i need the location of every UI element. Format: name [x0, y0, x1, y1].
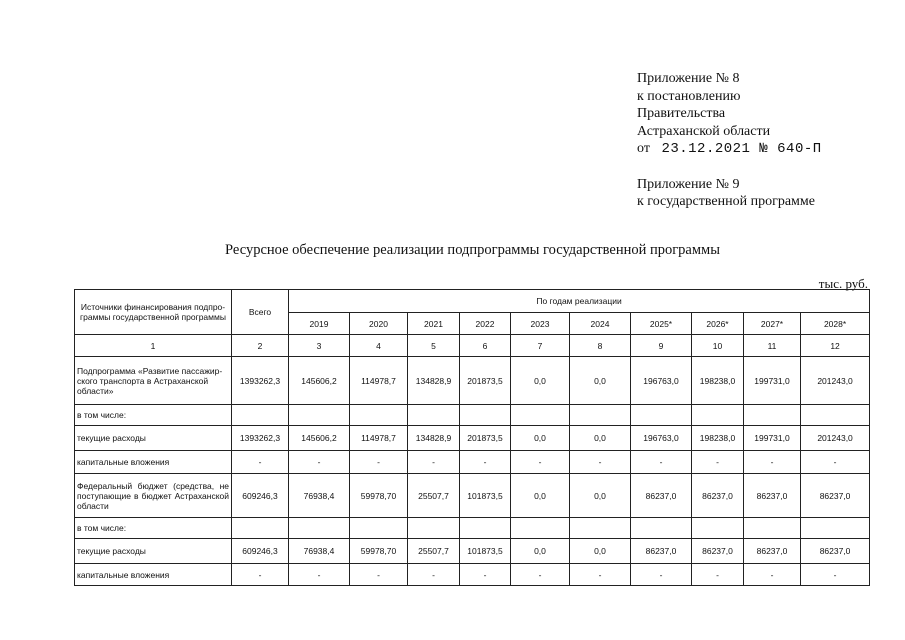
cell-value: -	[801, 451, 870, 474]
cell-value: -	[408, 451, 460, 474]
column-index: 4	[350, 335, 408, 357]
cell-value: 114978,7	[350, 426, 408, 451]
cell-value	[631, 518, 692, 539]
cell-value	[511, 405, 570, 426]
cell-value	[631, 405, 692, 426]
appendix-header	[637, 70, 822, 211]
column-index: 10	[692, 335, 744, 357]
cell-value: -	[692, 451, 744, 474]
header-year: 2022	[460, 313, 511, 335]
row-label: капитальные вложения	[75, 451, 232, 474]
row-label: текущие расходы	[75, 539, 232, 564]
appendix-line-2: к постановлению	[637, 88, 741, 104]
cell-value: 198238,0	[692, 357, 744, 405]
cell-value: -	[570, 564, 631, 586]
cell-value: 101873,5	[460, 474, 511, 518]
cell-value: 0,0	[511, 426, 570, 451]
cell-value: -	[744, 564, 801, 586]
cell-value: 76938,4	[289, 474, 350, 518]
cell-value: -	[460, 564, 511, 586]
header-year: 2020	[350, 313, 408, 335]
cell-value: 86237,0	[631, 474, 692, 518]
header-source: Источники финансирования подпрограммы государственной программы	[75, 290, 232, 335]
column-index: 1	[75, 335, 232, 357]
row-label: Федеральный бюджет (средства, не поступающие в бюджет Астраханской области	[75, 474, 232, 518]
cell-value: 86237,0	[692, 474, 744, 518]
column-index: 3	[289, 335, 350, 357]
cell-value: -	[631, 451, 692, 474]
header-year: 2019	[289, 313, 350, 335]
appendix-from-prefix: от	[637, 141, 650, 156]
row-label: капитальные вложения	[75, 564, 232, 586]
cell-value: 201243,0	[801, 357, 870, 405]
cell-value: 199731,0	[744, 426, 801, 451]
cell-value: -	[460, 451, 511, 474]
appendix-line-4: Астраханской области	[637, 123, 771, 139]
cell-value	[511, 518, 570, 539]
cell-total: -	[232, 564, 289, 586]
appendix-line-6: Приложение № 9	[637, 176, 740, 192]
cell-value: 101873,5	[460, 539, 511, 564]
header-year: 2021	[408, 313, 460, 335]
header-year: 2026*	[692, 313, 744, 335]
cell-value: 0,0	[511, 539, 570, 564]
cell-total: 609246,3	[232, 539, 289, 564]
cell-value	[460, 518, 511, 539]
cell-value: 145606,2	[289, 357, 350, 405]
column-index: 7	[511, 335, 570, 357]
cell-value: -	[570, 451, 631, 474]
cell-value: 86237,0	[692, 539, 744, 564]
units-label: тыс. руб.	[818, 276, 868, 291]
cell-value	[692, 518, 744, 539]
cell-value: -	[289, 564, 350, 586]
cell-value	[289, 518, 350, 539]
cell-value: 134828,9	[408, 426, 460, 451]
cell-value: 86237,0	[801, 539, 870, 564]
cell-total	[232, 405, 289, 426]
cell-total: 1393262,3	[232, 426, 289, 451]
cell-total: 1393262,3	[232, 357, 289, 405]
table-row	[75, 405, 870, 426]
cell-value	[289, 405, 350, 426]
table-row	[75, 564, 870, 586]
row-label: Подпрограмма «Развитие пассажирского транспорта в Астраханской области»	[75, 357, 232, 405]
cell-value: 201243,0	[801, 426, 870, 451]
header-year: 2023	[511, 313, 570, 335]
cell-value: 76938,4	[289, 539, 350, 564]
cell-value: 86237,0	[801, 474, 870, 518]
column-index: 9	[631, 335, 692, 357]
cell-value: 134828,9	[408, 357, 460, 405]
appendix-date-line	[637, 140, 822, 159]
appendix-line-7: к государственной программе	[637, 194, 815, 209]
cell-value: 25507,7	[408, 474, 460, 518]
cell-total: 609246,3	[232, 474, 289, 518]
cell-value: -	[408, 564, 460, 586]
table-row	[75, 474, 870, 518]
cell-value: 201873,5	[460, 426, 511, 451]
column-index-row	[75, 335, 870, 357]
column-index: 5	[408, 335, 460, 357]
table-row	[75, 539, 870, 564]
cell-value: 86237,0	[744, 539, 801, 564]
cell-value: 86237,0	[631, 539, 692, 564]
cell-value	[460, 405, 511, 426]
cell-value: 0,0	[511, 357, 570, 405]
cell-value	[350, 518, 408, 539]
cell-value	[801, 405, 870, 426]
cell-value	[692, 405, 744, 426]
cell-value	[408, 405, 460, 426]
cell-value	[801, 518, 870, 539]
cell-value: -	[511, 564, 570, 586]
column-index: 8	[570, 335, 631, 357]
row-label: в том числе:	[75, 405, 232, 426]
cell-value	[350, 405, 408, 426]
appendix-line-1: Приложение № 8	[637, 71, 740, 86]
column-index: 12	[801, 335, 870, 357]
header-total: Всего	[232, 290, 289, 335]
cell-total	[232, 518, 289, 539]
row-label: в том числе:	[75, 518, 232, 539]
cell-value	[570, 518, 631, 539]
header-year: 2024	[570, 313, 631, 335]
cell-value: 0,0	[570, 474, 631, 518]
cell-value: -	[631, 564, 692, 586]
cell-value: 198238,0	[692, 426, 744, 451]
header-year: 2025*	[631, 313, 692, 335]
appendix-date-number: 23.12.2021 № 640-П	[661, 141, 822, 157]
cell-value: -	[289, 451, 350, 474]
cell-value: 201873,5	[460, 357, 511, 405]
cell-value	[744, 518, 801, 539]
table-row	[75, 357, 870, 405]
row-label: текущие расходы	[75, 426, 232, 451]
cell-value: 114978,7	[350, 357, 408, 405]
table-row	[75, 426, 870, 451]
cell-value: 199731,0	[744, 357, 801, 405]
cell-value: 59978,70	[350, 539, 408, 564]
cell-value: 0,0	[570, 539, 631, 564]
header-year: 2028*	[801, 313, 870, 335]
cell-value: 86237,0	[744, 474, 801, 518]
document-title: Ресурсное обеспечение реализации подпрограммы государственной программы	[225, 242, 720, 258]
cell-value: 25507,7	[408, 539, 460, 564]
cell-value: -	[511, 451, 570, 474]
cell-value: -	[350, 564, 408, 586]
budget-table	[74, 289, 870, 586]
cell-value: -	[692, 564, 744, 586]
appendix-line-3: Правительства	[637, 106, 726, 121]
header-year: 2027*	[744, 313, 801, 335]
cell-value: 196763,0	[631, 426, 692, 451]
header-by-years: По годам реализации	[289, 290, 870, 313]
column-index: 11	[744, 335, 801, 357]
table-row	[75, 451, 870, 474]
cell-value	[570, 405, 631, 426]
cell-value: 0,0	[511, 474, 570, 518]
cell-value: 59978,70	[350, 474, 408, 518]
column-index: 6	[460, 335, 511, 357]
cell-total: -	[232, 451, 289, 474]
cell-value: -	[801, 564, 870, 586]
cell-value: 145606,2	[289, 426, 350, 451]
column-index: 2	[232, 335, 289, 357]
cell-value: 0,0	[570, 357, 631, 405]
cell-value: 196763,0	[631, 357, 692, 405]
cell-value	[408, 518, 460, 539]
cell-value: -	[744, 451, 801, 474]
cell-value	[744, 405, 801, 426]
cell-value: 0,0	[570, 426, 631, 451]
table-row	[75, 518, 870, 539]
cell-value: -	[350, 451, 408, 474]
